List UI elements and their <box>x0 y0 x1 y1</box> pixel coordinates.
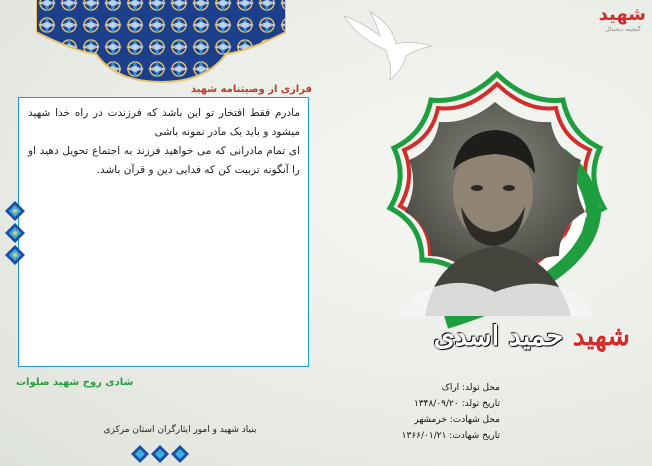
martyr-portrait <box>395 96 595 316</box>
will-text <box>28 104 300 180</box>
will-paragraph: ای تمام مادرانی که می خواهید فرزند به اجتماع تحویل دهید او را آنگونه تربیت کن که فدایی دین و قرآن باشد. <box>28 145 300 176</box>
islamic-tile-ornament <box>36 0 286 84</box>
will-paragraph: مادرم فقط افتخار تو این باشد که فرزندت در راه خدا شهید میشود و باید یک مادر نمونه باشی <box>28 107 300 138</box>
logo-subtext: گنجینه دیجیتال <box>605 26 641 33</box>
martyr-bio <box>360 380 500 444</box>
martyr-title: شهید <box>572 321 630 352</box>
will-title: فرازی از وصیتنامه شهید <box>190 84 312 95</box>
martyrdom-place: محل شهادت: خرمشهر <box>414 415 500 425</box>
logo-text: شهید <box>598 4 646 25</box>
will-box <box>18 97 309 367</box>
martyr-name <box>420 320 630 354</box>
birth-date: تاریخ تولد: ۱۳۴۸/۰۹/۲۰ <box>413 399 500 409</box>
bottom-ornament-icon <box>130 444 190 464</box>
site-logo[interactable] <box>600 4 646 34</box>
diamond-ornament-icon <box>4 200 26 222</box>
birth-place: محل تولد: اراک <box>441 383 500 393</box>
martyr-fullname: حمید اسدی <box>433 321 564 352</box>
martyrdom-date: تاریخ شهادت: ۱۳۶۶/۰۱/۲۱ <box>401 431 500 441</box>
diamond-ornament-icon <box>4 222 26 244</box>
foundation-name: بنیاد شهید و امور ایثارگران استان مرکزی <box>103 425 257 435</box>
prayer-text: شادی روح شهید صلوات <box>16 377 134 388</box>
diamond-ornament-icon <box>4 244 26 266</box>
